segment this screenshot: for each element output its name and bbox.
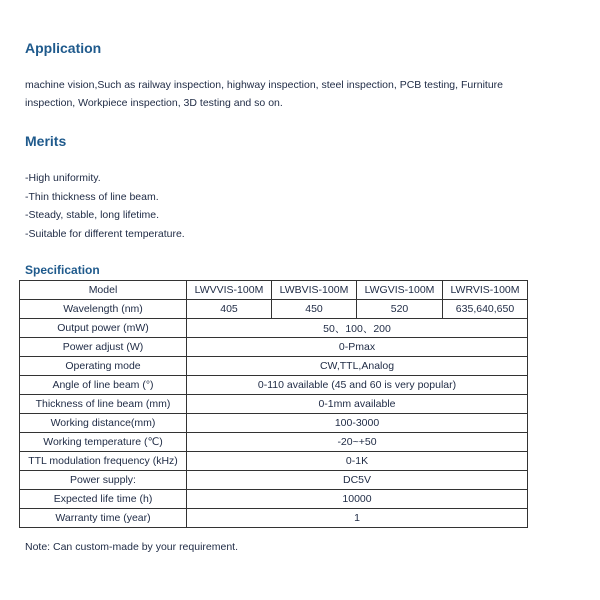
row-value: 100-3000 — [187, 414, 528, 433]
row-label: Thickness of line beam (mm) — [20, 395, 187, 414]
row-label: Operating mode — [20, 357, 187, 376]
wavelength-cell: 450 — [272, 300, 357, 319]
table-row-model — [20, 281, 528, 300]
model-cell: LWBVIS-100M — [272, 281, 357, 300]
row-label: Wavelength (nm) — [20, 300, 187, 319]
table-row — [20, 509, 528, 528]
table-row — [20, 319, 528, 338]
row-value: CW,TTL,Analog — [187, 357, 528, 376]
table-row — [20, 490, 528, 509]
application-text-line-1: machine vision,Such as railway inspection, highway inspection, steel inspection, PCB testing, Furniture — [25, 79, 503, 91]
model-cell: LWGVIS-100M — [357, 281, 443, 300]
merit-item: -Suitable for different temperature. — [25, 228, 185, 241]
row-value: -20~+50 — [187, 433, 528, 452]
row-value: 1 — [187, 509, 528, 528]
row-label: TTL modulation frequency (kHz) — [20, 452, 187, 471]
row-label: Expected life time (h) — [20, 490, 187, 509]
table-row — [20, 433, 528, 452]
row-value: 0-Pmax — [187, 338, 528, 357]
row-value: 10000 — [187, 490, 528, 509]
wavelength-cell: 520 — [357, 300, 443, 319]
row-label: Working distance(mm) — [20, 414, 187, 433]
merits-heading: Merits — [25, 133, 67, 149]
row-label: Working temperature (℃) — [20, 433, 187, 452]
wavelength-cell: 405 — [187, 300, 272, 319]
application-heading: Application — [25, 40, 102, 56]
row-value: 0-1mm available — [187, 395, 528, 414]
specification-table — [19, 280, 528, 528]
row-label: Angle of line beam (°) — [20, 376, 187, 395]
row-value: 0-110 available (45 and 60 is very popular) — [187, 376, 528, 395]
table-row — [20, 414, 528, 433]
table-row — [20, 357, 528, 376]
row-label: Output power (mW) — [20, 319, 187, 338]
row-value: DC5V — [187, 471, 528, 490]
model-cell: LWVVIS-100M — [187, 281, 272, 300]
table-row — [20, 471, 528, 490]
wavelength-cell: 635,640,650 — [443, 300, 528, 319]
table-row — [20, 452, 528, 471]
custom-made-note: Note: Can custom-made by your requirement. — [25, 541, 239, 553]
merit-item: -Steady, stable, long lifetime. — [25, 209, 160, 222]
merit-item: -High uniformity. — [25, 172, 101, 184]
model-cell: LWRVIS-100M — [443, 281, 528, 300]
specification-heading: Specification — [25, 263, 100, 277]
table-row — [20, 338, 528, 357]
table-row-wavelength — [20, 300, 528, 319]
application-text-line-2: inspection, Workpiece inspection, 3D testing and so on. — [25, 97, 283, 109]
row-label: Power supply: — [20, 471, 187, 490]
merit-item: -Thin thickness of line beam. — [25, 190, 159, 203]
merits-list — [25, 169, 185, 244]
row-label: Model — [20, 281, 187, 300]
row-label: Warranty time (year) — [20, 509, 187, 528]
row-value: 0-1K — [187, 452, 528, 471]
table-row — [20, 376, 528, 395]
row-label: Power adjust (W) — [20, 338, 187, 357]
table-row — [20, 395, 528, 414]
row-value: 50、100、200 — [187, 319, 528, 338]
